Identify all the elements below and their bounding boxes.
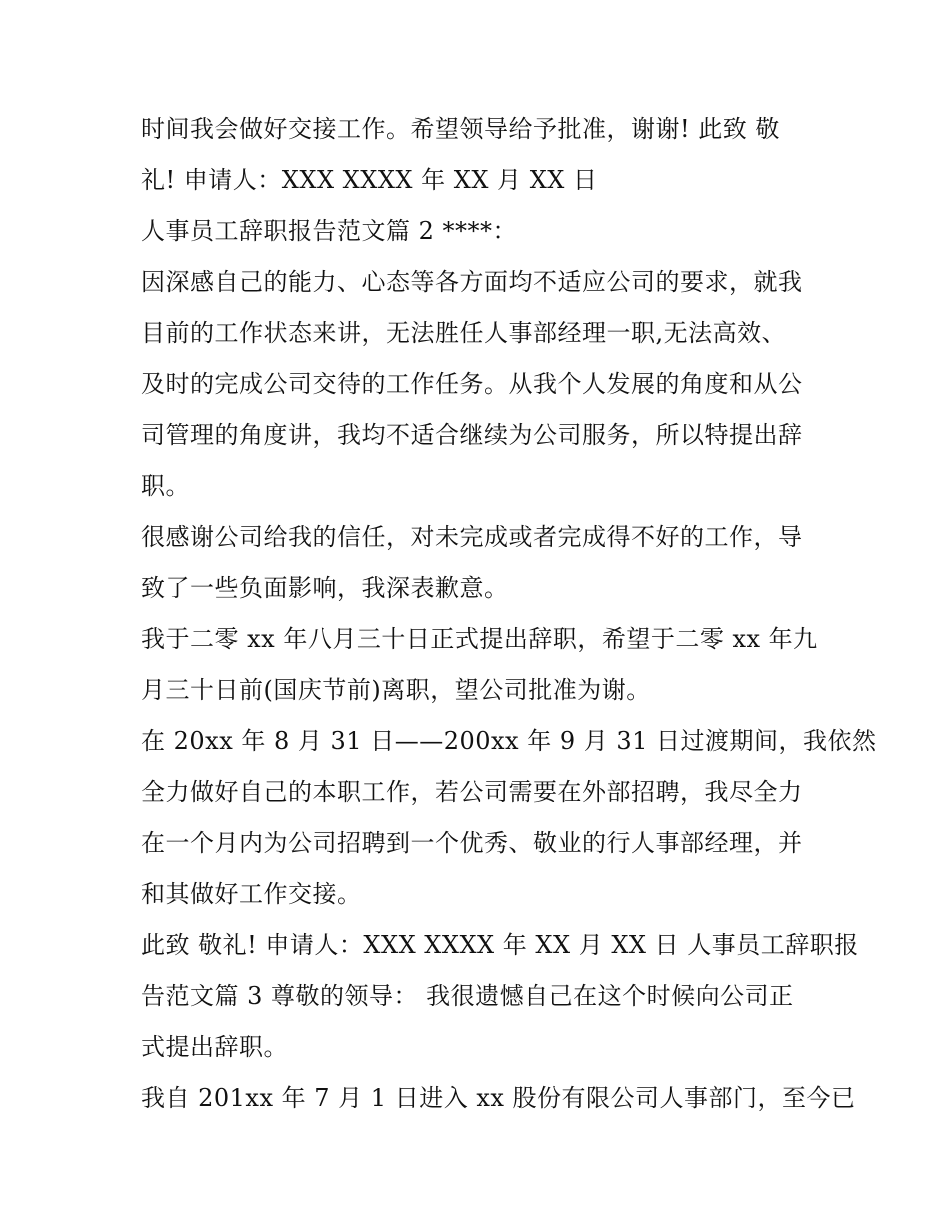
text-line: 在 20xx 年 8 月 31 日——200xx 年 9 月 31 日过渡期间，我依然	[141, 727, 877, 755]
text-line: 目前的工作状态来讲，无法胜任人事部经理一职,无法高效、	[141, 319, 787, 347]
text-line: 因深感自己的能力、心态等各方面均不适应公司的要求，就我	[141, 268, 803, 296]
text-line: 在一个月内为公司招聘到一个优秀、敬业的行人事部经理，并	[141, 829, 803, 857]
text-line: 全力做好自己的本职工作，若公司需要在外部招聘，我尽全力	[141, 778, 803, 806]
text-line: 时间我会做好交接工作。希望领导给予批准，谢谢! 此致 敬	[141, 115, 780, 143]
text-line: 月三十日前(国庆节前)离职，望公司批准为谢。	[141, 676, 651, 704]
document-body	[141, 104, 877, 1124]
text-line: 很感谢公司给我的信任，对未完成或者完成得不好的工作，导	[141, 523, 803, 551]
text-line: 和其做好工作交接。	[141, 880, 362, 908]
text-line: 式提出辞职。	[141, 1033, 288, 1061]
text-line: 致了一些负面影响，我深表歉意。	[141, 574, 509, 602]
text-line: 我于二零 xx 年八月三十日正式提出辞职，希望于二零 xx 年九	[141, 625, 818, 653]
text-line: 司管理的角度讲，我均不适合继续为公司服务，所以特提出辞	[141, 421, 803, 449]
text-line: 此致 敬礼! 申请人：XXX XXXX 年 XX 月 XX 日 人事员工辞职报	[141, 931, 859, 959]
text-line: 礼! 申请人：XXX XXXX 年 XX 月 XX 日	[141, 166, 598, 194]
text-line: 职。	[141, 472, 190, 500]
section-heading: 人事员工辞职报告范文篇 2 ****：	[141, 217, 518, 245]
text-line: 告范文篇 3 尊敬的领导： 我很遗憾自己在这个时候向公司正	[141, 982, 794, 1010]
text-line: 及时的完成公司交待的工作任务。从我个人发展的角度和从公	[141, 370, 803, 398]
text-line: 我自 201xx 年 7 月 1 日进入 xx 股份有限公司人事部门，至今已	[141, 1084, 856, 1112]
